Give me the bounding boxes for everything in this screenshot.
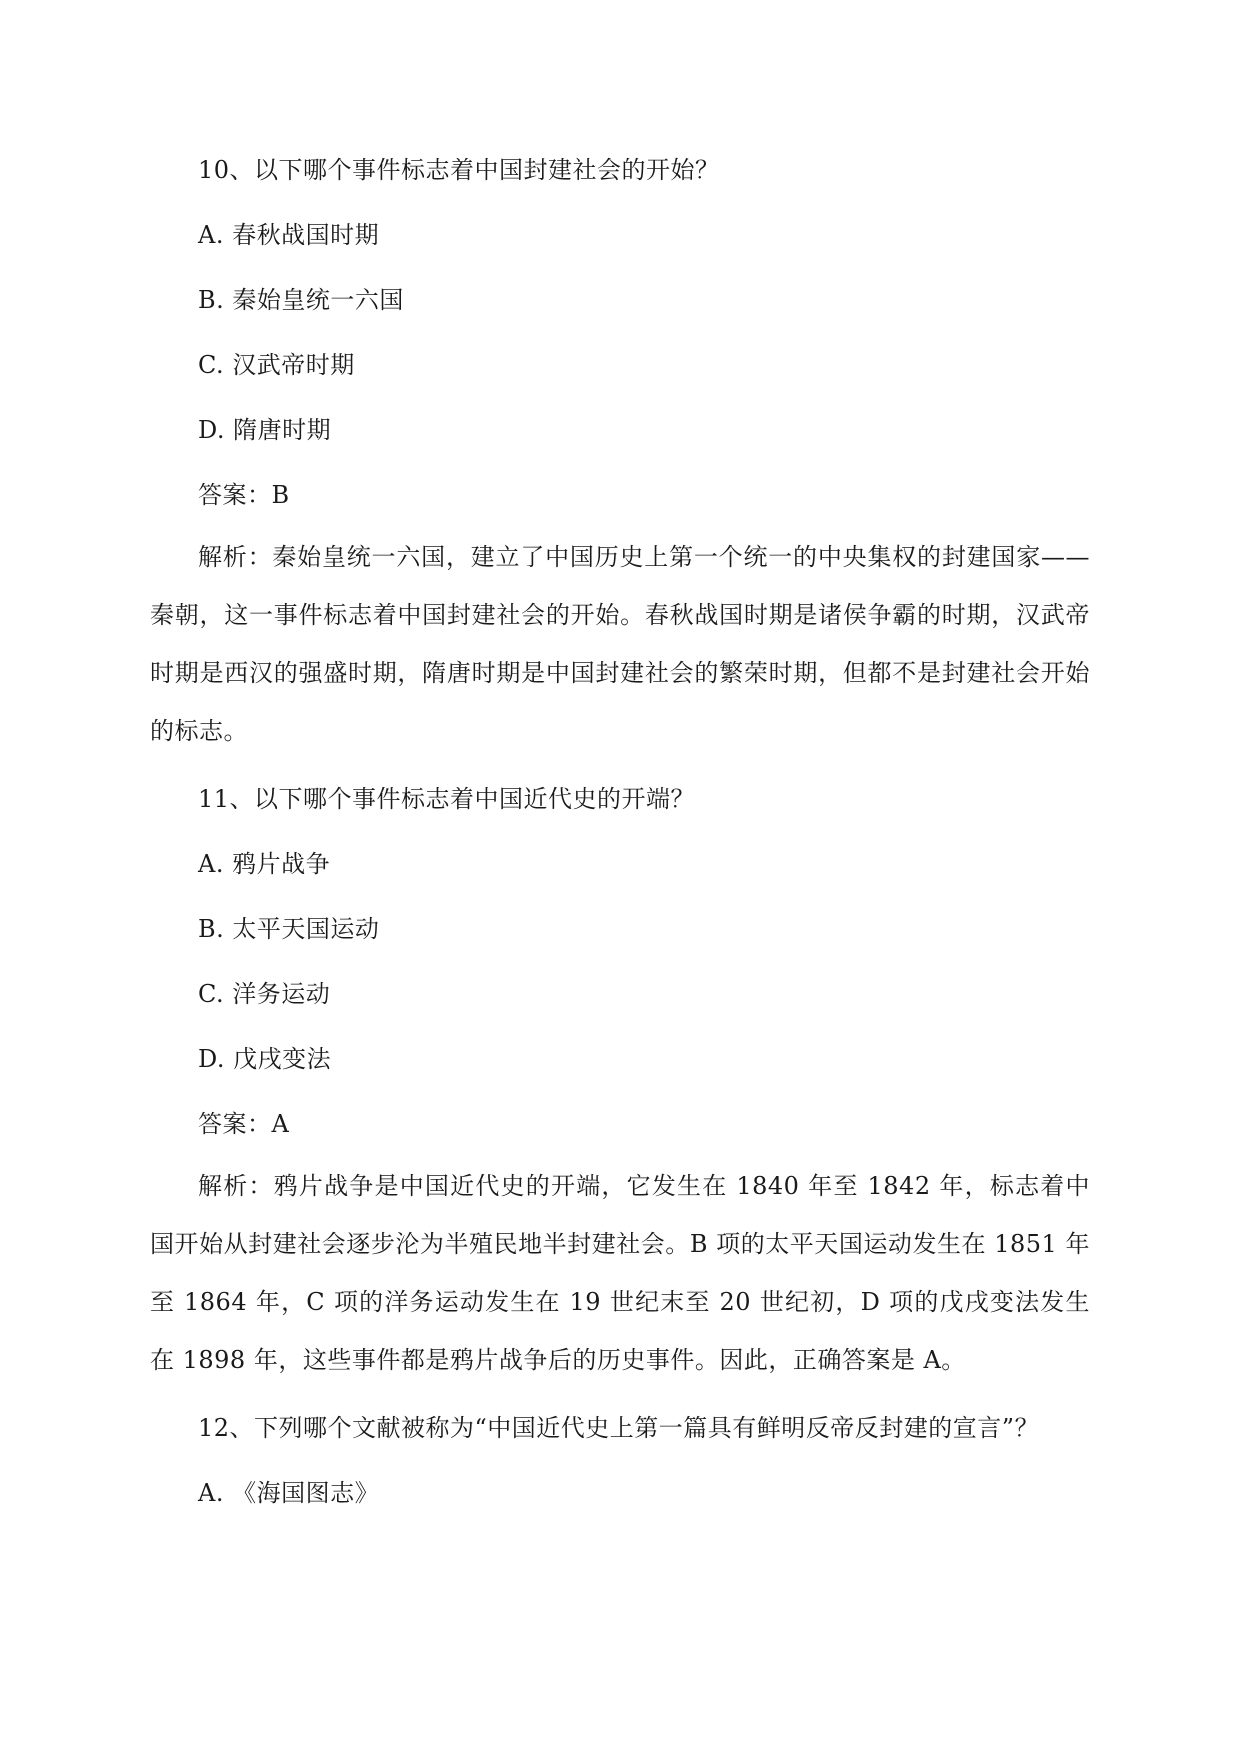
question-stem: 11、以下哪个事件标志着中国近代史的开端？: [198, 785, 696, 813]
option-b: B. 太平天国运动: [198, 915, 380, 943]
explanation: 解析：鸦片战争是中国近代史的开端，它发生在 1840 年至 1842 年，标志着中国开始从封建社会逐步沦为半殖民地半封建社会。B 项的太平天国运动发生在 1851 年至 1864 年，C 项的洋务运动发生在 19 世纪末至 20 世纪初，D 项的戊戌变法发生在 1898 年，这些事件都是鸦片战争后的历史事件。因此，正确答案是 A。: [150, 1172, 1090, 1374]
answer: 答案：B: [198, 481, 290, 509]
option-d: D. 戊戌变法: [198, 1045, 332, 1073]
question-12: [150, 1396, 1090, 1526]
explanation: 解析：秦始皇统一六国，建立了中国历史上第一个统一的中央集权的封建国家——秦朝，这一事件标志着中国封建社会的开始。春秋战国时期是诸侯争霸的时期，汉武帝时期是西汉的强盛时期，隋唐时期是中国封建社会的繁荣时期，但都不是封建社会开始的标志。: [150, 543, 1090, 745]
question-10: [150, 138, 1090, 760]
question-stem: 10、以下哪个事件标志着中国封建社会的开始？: [198, 156, 720, 184]
option-c: C. 汉武帝时期: [198, 351, 355, 379]
option-c: C. 洋务运动: [198, 980, 331, 1008]
page-content: [150, 138, 1090, 1526]
option-b: B. 秦始皇统一六国: [198, 286, 404, 314]
option-d: D. 隋唐时期: [198, 416, 332, 444]
option-a: A. 鸦片战争: [198, 850, 331, 878]
option-a: A. 春秋战国时期: [198, 221, 380, 249]
question-stem: 12、下列哪个文献被称为“中国近代史上第一篇具有鲜明反帝反封建的宣言”？: [198, 1414, 1040, 1442]
question-11: [150, 767, 1090, 1389]
answer: 答案：A: [198, 1110, 290, 1138]
option-a: A. 《海国图志》: [198, 1479, 380, 1507]
